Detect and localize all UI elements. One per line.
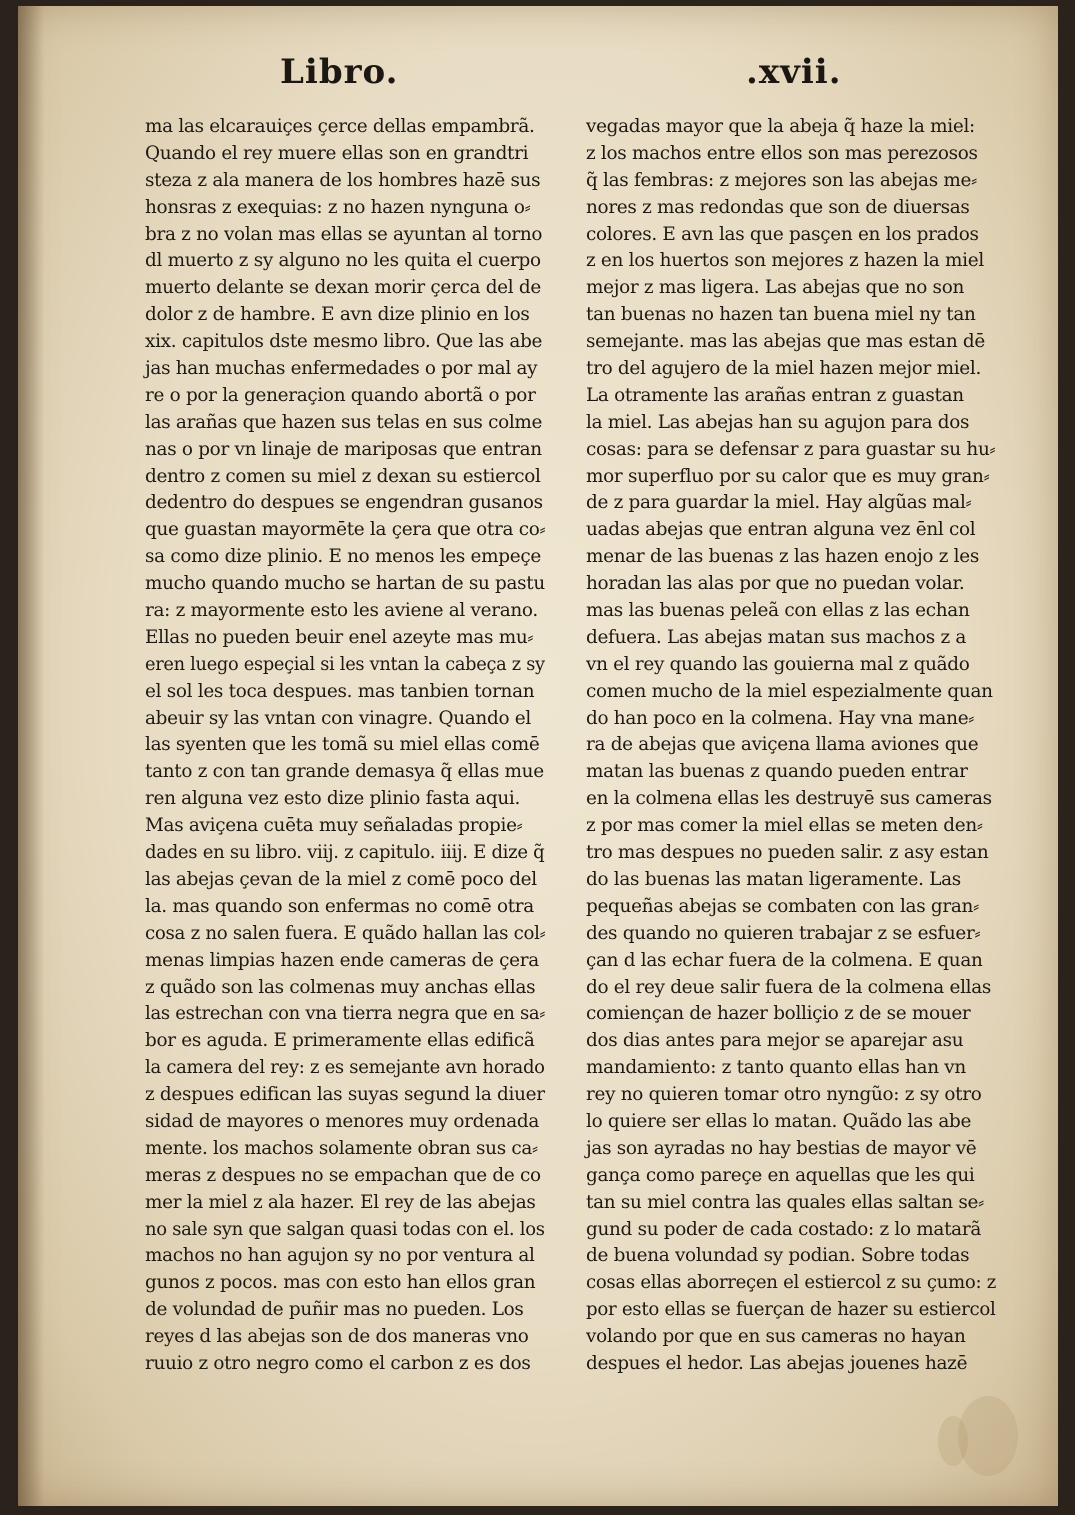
text-line: mor superfluo por su calor que es muy gran⸗: [586, 465, 990, 487]
text-line: la miel. Las abejas han su agujon para dos: [586, 411, 970, 433]
text-line: ra de abejas que aviçena llama aviones que: [586, 734, 979, 756]
text-line: despues el hedor. Las abejas jouenes hazē: [586, 1352, 968, 1374]
text-line: horadan las alas por que no puedan volar.: [586, 573, 965, 595]
text-line: las syenten que les tomã su miel ellas comē: [145, 734, 540, 756]
text-line: gund su poder de cada costado: z lo matarã: [586, 1218, 981, 1240]
text-line: Mas aviçena cuēta muy señaladas propie⸗: [145, 815, 523, 837]
text-line: tanto z con tan grande demasya q̃ ellas mue: [145, 761, 544, 783]
text-line: comiençan de hazer bolliçio z de se mouer: [586, 1003, 971, 1025]
text-line: no sale syn que salgan quasi todas con el. los: [145, 1218, 545, 1240]
text-line: tro mas despues no pueden salir. z asy estan: [586, 842, 989, 864]
text-line: eren luego espeçial si les vntan la cabeça z sy: [145, 653, 545, 675]
text-line: las estrechan con vna tierra negra que en sa⸗: [145, 1003, 546, 1025]
text-line: gança como pareçe en aquellas que les qui: [586, 1164, 975, 1186]
text-line: z quãdo son las colmenas muy anchas ellas: [145, 976, 536, 998]
text-column-right: [586, 114, 996, 1378]
text-line: menas limpias hazen ende cameras de çera: [145, 949, 539, 971]
text-line: rey no quieren tomar otro nyngũo: z sy otro: [586, 1084, 982, 1106]
text-line: do las buenas las matan ligeramente. Las: [586, 868, 961, 890]
text-line: mucho quando mucho se hartan de su pastu: [145, 573, 545, 595]
text-line: sidad de mayores o menores muy ordenada: [145, 1110, 539, 1132]
text-line: mejor z mas ligera. Las abejas que no son: [586, 277, 965, 299]
text-line: lo quiere ser ellas lo matan. Quãdo las abe: [586, 1110, 972, 1132]
text-line: cosa z no salen fuera. E quãdo hallan las col⸗: [145, 922, 546, 944]
text-line: de volundad de puñir mas no pueden. Los: [145, 1299, 524, 1321]
text-line: q̃ las fembras: z mejores son las abejas me⸗: [586, 169, 977, 191]
text-line: xix. capitulos dste mesmo libro. Que las abe: [145, 331, 543, 353]
text-line: machos no han agujon sy no por ventura al: [145, 1245, 535, 1267]
text-line: volando por que en sus cameras no hayan: [586, 1326, 966, 1348]
text-line: nores z mas redondas que son de diuersas: [586, 196, 970, 218]
text-line: uadas abejas que entran alguna vez ēnl col: [586, 519, 976, 541]
text-line: dedentro do despues se engendran gusanos: [145, 492, 543, 514]
text-line: colores. E avn las que pasçen en los prados: [586, 223, 979, 245]
text-line: sa como dize plinio. E no menos les empeçe: [145, 546, 541, 568]
text-line: la. mas quando son enfermas no comē otra: [145, 895, 534, 917]
text-line: las abejas çevan de la miel z comē poco del: [145, 868, 537, 890]
text-line: do han poco en la colmena. Hay vna mane⸗: [586, 707, 975, 729]
text-line: z por mas comer la miel ellas se meten den⸗: [586, 815, 983, 837]
text-line: el sol les toca despues. mas tanbien tornan: [145, 680, 535, 702]
text-line: la camera del rey: z es semejante avn horado: [145, 1057, 545, 1079]
text-line: nas o por vn linaje de mariposas que entran: [145, 438, 542, 460]
text-line: çan d las echar fuera de la colmena. E quan: [586, 949, 983, 971]
text-line: Quando el rey muere ellas son en grandtri: [145, 142, 529, 164]
text-line: vegadas mayor que la abeja q̃ haze la miel:: [586, 116, 975, 137]
text-line: mente. los machos solamente obran sus ca⸗: [145, 1137, 538, 1159]
text-line: comen mucho de la miel espezialmente quan: [586, 680, 993, 702]
folio-number: .xvii.: [746, 52, 842, 92]
text-line: z en los huertos son mejores z hazen la miel: [586, 250, 984, 272]
text-line: que guastan mayormēte la çera que otra co⸗: [145, 519, 546, 541]
text-line: jas son ayradas no hay bestias de mayor vē: [586, 1137, 977, 1159]
text-line: ma las elcarauiçes çerce dellas empambrã.: [145, 116, 535, 137]
text-line: z los machos entre ellos son mas perezosos: [586, 142, 978, 164]
text-line: bor es aguda. E primeramente ellas edificã: [145, 1030, 535, 1052]
text-line: muerto delante se dexan morir çerca del de: [145, 277, 541, 299]
text-line: honsras z exequias: z no hazen nynguna o⸗: [145, 196, 531, 218]
text-line: ra: z mayormente esto les aviene al verano.: [145, 600, 538, 622]
text-line: Ellas no pueden beuir enel azeyte mas mu⸗: [145, 626, 534, 648]
text-line: dos dias antes para mejor se aparejar asu: [586, 1030, 964, 1052]
text-line: dades en su libro. viij. z capitulo. iiij. E dize q̃: [145, 842, 545, 864]
text-line: cosas ellas aborreçen el estiercol z su çumo: z: [586, 1272, 996, 1294]
text-line: mandamiento: z tanto quanto ellas han vn: [586, 1057, 966, 1079]
text-line: menar de las buenas z las hazen enojo z les: [586, 546, 979, 568]
text-line: abeuir sy las vntan con vinagre. Quando el: [145, 707, 531, 729]
text-line: defuera. Las abejas matan sus machos z a: [586, 626, 967, 648]
text-line: en la colmena ellas les destruyē sus cameras: [586, 788, 992, 810]
text-line: meras z despues no se empachan que de co: [145, 1164, 541, 1186]
text-line: pequeñas abejas se combaten con las gran⸗: [586, 895, 979, 917]
text-line: do el rey deue salir fuera de la colmena ellas: [586, 976, 992, 998]
text-line: dentro z comen su miel z dexan su estiercol: [145, 465, 541, 487]
text-line: por esto ellas se fuerçan de hazer su estiercol: [586, 1299, 996, 1321]
text-line: z despues edifican las suyas segund la diuer: [145, 1084, 545, 1106]
text-line: bra z no volan mas ellas se ayuntan al torno: [145, 223, 543, 245]
page-stain: [938, 1416, 968, 1466]
text-line: dl muerto z sy alguno no les quita el cuerpo: [145, 250, 541, 272]
text-line: semejante. mas las abejas que mas estan dē: [586, 331, 985, 353]
text-line: mer la miel z ala hazer. El rey de las abejas: [145, 1191, 536, 1213]
text-line: re o por la generaçion quando abortã o por: [145, 384, 536, 406]
text-line: tan su miel contra las quales ellas saltan se⸗: [586, 1191, 984, 1213]
text-line: reyes d las abejas son de dos maneras vno: [145, 1326, 529, 1348]
text-line: jas han muchas enfermedades o por mal ay: [145, 358, 538, 380]
text-line: matan las buenas z quando pueden entrar: [586, 761, 968, 783]
text-line: cosas: para se defensar z para guastar su hu⸗: [586, 438, 996, 460]
text-line: vn el rey quando las gouierna mal z quãdo: [586, 653, 970, 675]
text-line: de buena volundad sy podian. Sobre todas: [586, 1245, 970, 1267]
text-line: tro del agujero de la miel hazen mejor miel.: [586, 358, 982, 380]
text-line: ruuio z otro negro como el carbon z es dos: [145, 1352, 531, 1374]
text-line: dolor z de hambre. E avn dize plinio en los: [145, 304, 530, 326]
text-line: steza z ala manera de los hombres hazē sus: [145, 169, 541, 191]
text-column-left: [145, 114, 545, 1378]
text-line: gunos z pocos. mas con esto han ellos gran: [145, 1272, 536, 1294]
text-line: de z para guardar la miel. Hay algũas mal⸗: [586, 492, 972, 514]
text-line: mas las buenas peleã con ellas z las echan: [586, 600, 970, 622]
text-line: La otramente las arañas entran z guastan: [586, 384, 964, 406]
text-line: tan buenas no hazen tan buena miel ny tan: [586, 304, 976, 326]
text-line: des quando no quieren trabajar z se esfuer⸗: [586, 922, 981, 944]
book-page: [18, 6, 1058, 1506]
running-head-left: Libro.: [280, 52, 399, 92]
text-line: las arañas que hazen sus telas en sus colme: [145, 411, 543, 433]
text-line: ren alguna vez esto dize plinio fasta aqui.: [145, 788, 520, 810]
